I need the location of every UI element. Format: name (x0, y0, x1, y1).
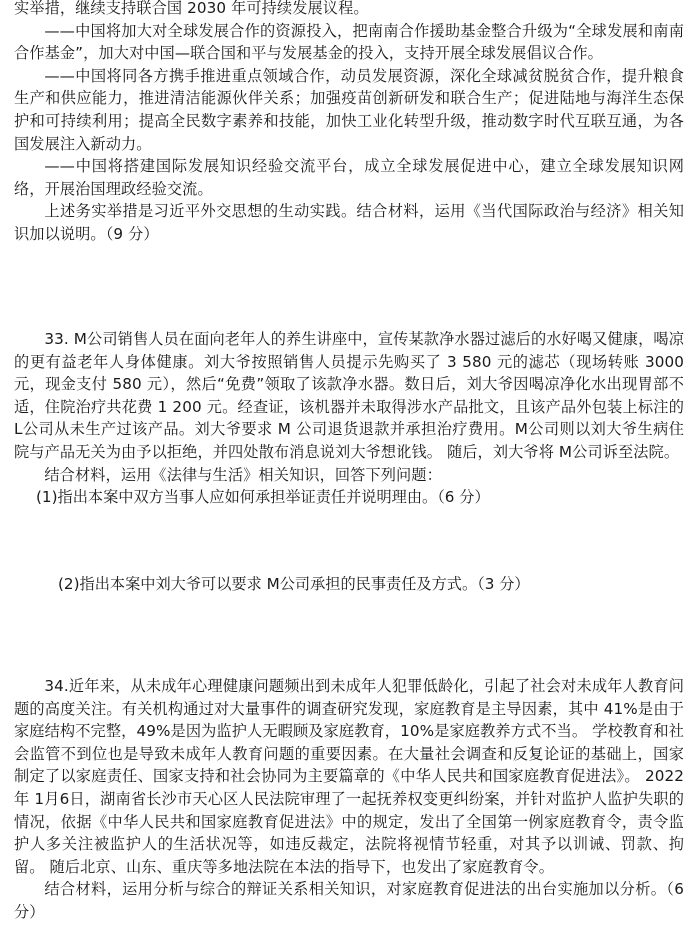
question-33-sub-1: (1)指出本案中双方当事人应如何承担举证责任并说明理由。（6 分） (36, 488, 490, 507)
material-line-intro: 实举措，继续支持联合国 2030 年可持续发展议程。 (14, 0, 369, 17)
question-32-continuation (14, 0, 684, 246)
question-33-prompt: 结合材料，运用《法律与生活》相关知识，回答下列问题： (44, 465, 442, 484)
question-34-stem: 34.近年来，从未成年心理健康问题频出到未成年人犯罪低龄化，引起了社会对未成年人教育问题的高度关注。有关机构通过对大量事件的调查研究发现，家庭教育是主导因素，其中 41%是由于家庭结构不完整，49%是因为监护人无暇顾及家庭教育，10%是家庭教养方式不当。 学校教育和社会监管不到位也是导致未成年人教育问题的重要因素。在大量社会调查和反复论证的基础上，国家制定了以家庭责任、国家支持和社会协同为主要篇章的《中华人民共和国家庭教育促进法》。 2022 年 1月6日，湖南省长沙市天心区人民法院审理了一起抚养权变更纠纷案，并针对监护人监护失职的情况，依据《中华人民共和国家庭教育促进法》中的规定，发出了全国第一例家庭教育令，责令监护人多关注被监护人的生活状况等，如违反裁定，法院将视情节轻重，对其予以训诫、罚款、拘留。 随后北京、山东、重庆等多地法院在本法的指导下，也发出了家庭教育令。 (14, 677, 684, 876)
question-33 (14, 328, 684, 509)
question-32-prompt: 上述务实举措是习近平外交思想的生动实践。结合材料，运用《当代国际政治与经济》相关知识加以说明。（9 分） (14, 202, 684, 243)
material-item-cooperation: ——中国将同各方携手推进重点领域合作，动员发展资源，深化全球减贫脱贫合作，提升粮食生产和供应能力，推进清洁能源伙伴关系；加强疫苗创新研发和联合生产；促进陆地与海洋生态保护和可持续利用；提高全民数字素养和技能，加快工业化转型升级，推动数字时代互联互通，为各国发展注入新动力。 (14, 66, 684, 153)
material-item-knowledge-platform: ——中国将搭建国际发展知识经验交流平台，成立全球发展促进中心，建立全球发展知识网络，开展治国理政经验交流。 (14, 157, 684, 198)
question-33-sub-2: (2)指出本案中刘大爷可以要求 M公司承担的民事责任及方式。（3 分） (58, 575, 530, 593)
question-34 (14, 675, 684, 924)
question-33-stem: 33. M公司销售人员在面向老年人的养生讲座中，宣传某款净水器过滤后的水好喝又健康，喝凉的更有益老年人身体健康。刘大爷按照销售人员提示先购买了 3 580 元的滤芯（现场转账 3000 元，现金支付 580 元），然后“免费”领取了该款净水器。数日后，刘大爷因喝凉净化水出现胃部不适，住院治疗共花费 1 200 元。经查证，该机器并未取得涉水产品批文，且该产品外包装上标注的 L公司从未生产过该产品。刘大爷要求 M 公司退货退款并承担治疗费用。M公司则以刘大爷生病住院与产品无关为由予以拒绝，并四处散布消息说刘大爷想讹钱。 随后，刘大爷将 M公司诉至法院。 (14, 330, 684, 461)
question-34-prompt: 结合材料，运用分析与综合的辩证关系相关知识，对家庭教育促进法的出台实施加以分析。（6 分） (14, 880, 684, 921)
material-item-fund: ——中国将加大对全球发展合作的资源投入，把南南合作援助基金整合升级为“全球发展和南南合作基金”，加大对中国—联合国和平与发展基金的投入，支持开展全球发展倡议合作。 (14, 21, 684, 63)
